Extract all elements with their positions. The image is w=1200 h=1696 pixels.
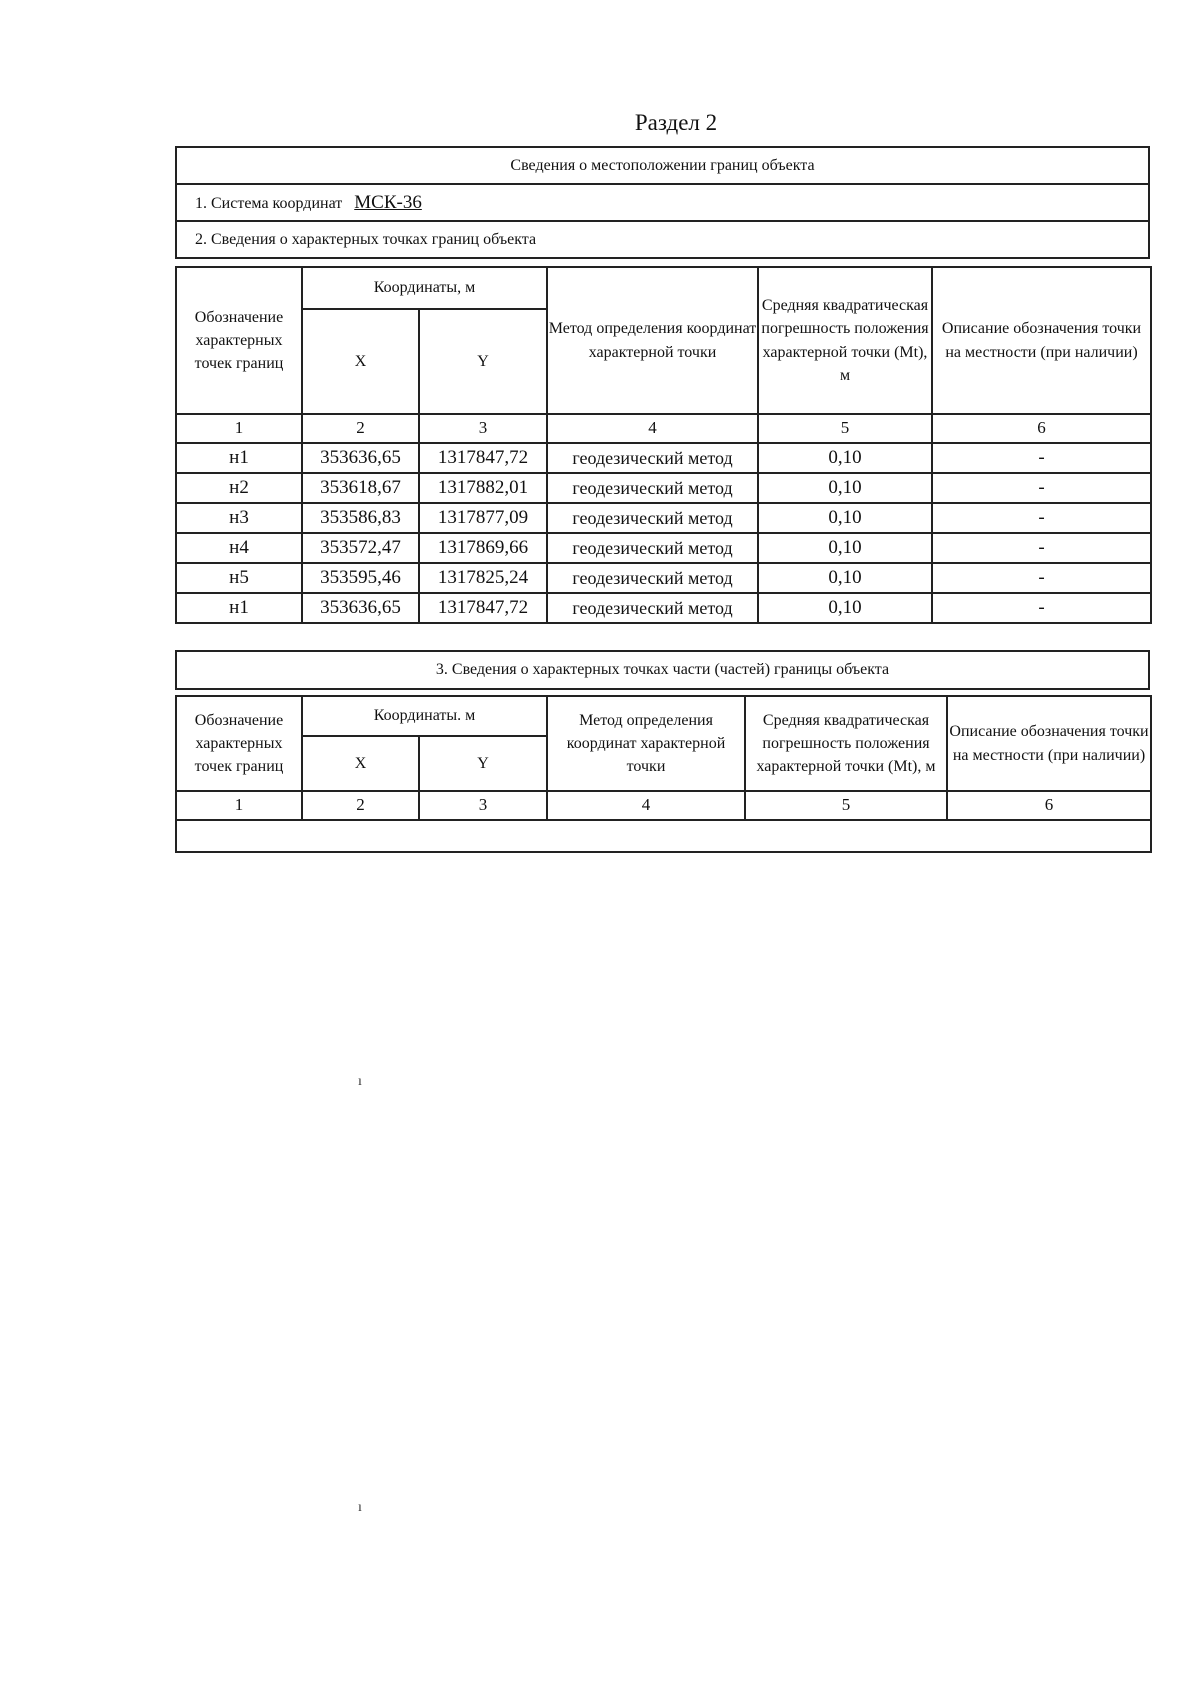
empty-cell [176, 820, 1151, 852]
part-boundaries-box [175, 650, 1150, 690]
header-coords: Координаты. м [302, 696, 547, 736]
column-number: 4 [547, 791, 745, 820]
point-name: н4 [176, 533, 302, 563]
header-description: Описание обозначения точки на местности (при наличии) [947, 696, 1151, 791]
y-value: 1317847,72 [419, 593, 547, 623]
header-designation: Обозначение характерных точек границ [176, 267, 302, 414]
x-value: 353595,46 [302, 563, 419, 593]
table-row [176, 593, 1151, 623]
y-value: 1317825,24 [419, 563, 547, 593]
description-value: - [932, 503, 1151, 533]
description-value: - [932, 473, 1151, 503]
method-value: геодезический метод [547, 593, 758, 623]
scan-mark: ı [358, 1074, 362, 1089]
column-number: 2 [302, 414, 419, 443]
point-name: н3 [176, 503, 302, 533]
table-row [176, 443, 1151, 473]
method-value: геодезический метод [547, 503, 758, 533]
coord-system-row [176, 184, 1149, 221]
method-value: геодезический метод [547, 473, 758, 503]
header-error: Средняя квадратическая погрешность положения характерной точки (Mt), м [745, 696, 947, 791]
part-boundary-points-table [175, 695, 1152, 853]
point-name: н2 [176, 473, 302, 503]
column-numbers-row [176, 414, 1151, 443]
header-x: X [302, 736, 419, 791]
column-number: 4 [547, 414, 758, 443]
point-name: н5 [176, 563, 302, 593]
table-row [176, 533, 1151, 563]
error-value: 0,10 [758, 473, 932, 503]
y-value: 1317847,72 [419, 443, 547, 473]
boundaries-title: Сведения о местоположении границ объекта [176, 147, 1149, 184]
description-value: - [932, 443, 1151, 473]
column-number: 2 [302, 791, 419, 820]
header-y: Y [419, 736, 547, 791]
header-error: Средняя квадратическая погрешность положения характерной точки (Mt), м [758, 267, 932, 414]
x-value: 353618,67 [302, 473, 419, 503]
header-method: Метод определения координат характерной точки [547, 267, 758, 414]
point-name: н1 [176, 593, 302, 623]
y-value: 1317882,01 [419, 473, 547, 503]
error-value: 0,10 [758, 503, 932, 533]
table-row [176, 503, 1151, 533]
column-numbers-row [176, 791, 1151, 820]
point-name: н1 [176, 443, 302, 473]
column-number: 1 [176, 791, 302, 820]
method-value: геодезический метод [547, 563, 758, 593]
error-value: 0,10 [758, 443, 932, 473]
column-number: 6 [947, 791, 1151, 820]
column-number: 3 [419, 791, 547, 820]
column-number: 5 [745, 791, 947, 820]
section-title: Раздел 2 [634, 110, 718, 135]
header-description: Описание обозначения точки на местности (при наличии) [932, 267, 1151, 414]
x-value: 353572,47 [302, 533, 419, 563]
part-boundaries-title: 3. Сведения о характерных точках части (частей) границы объекта [176, 651, 1149, 689]
error-value: 0,10 [758, 593, 932, 623]
y-value: 1317877,09 [419, 503, 547, 533]
column-number: 1 [176, 414, 302, 443]
x-value: 353636,65 [302, 443, 419, 473]
boundary-points-table [175, 266, 1152, 624]
error-value: 0,10 [758, 563, 932, 593]
points-title: 2. Сведения о характерных точках границ объекта [176, 221, 1149, 258]
y-value: 1317869,66 [419, 533, 547, 563]
description-value: - [932, 593, 1151, 623]
header-x: X [302, 309, 419, 414]
header-method: Метод определения координат характерной точки [547, 696, 745, 791]
description-value: - [932, 533, 1151, 563]
header-coords: Координаты, м [302, 267, 547, 309]
column-number: 5 [758, 414, 932, 443]
header-designation: Обозначение характерных точек границ [176, 696, 302, 791]
scan-mark: ı [358, 1500, 362, 1515]
method-value: геодезический метод [547, 443, 758, 473]
table-row [176, 473, 1151, 503]
header-y: Y [419, 309, 547, 414]
column-number: 6 [932, 414, 1151, 443]
column-number: 3 [419, 414, 547, 443]
object-boundaries-box [175, 146, 1150, 259]
method-value: геодезический метод [547, 533, 758, 563]
description-value: - [932, 563, 1151, 593]
error-value: 0,10 [758, 533, 932, 563]
coord-system-value: МСК-36 [354, 191, 422, 213]
x-value: 353636,65 [302, 593, 419, 623]
table-row [176, 563, 1151, 593]
empty-row [176, 820, 1151, 852]
coord-system-label: 1. Система координат [195, 194, 343, 212]
x-value: 353586,83 [302, 503, 419, 533]
